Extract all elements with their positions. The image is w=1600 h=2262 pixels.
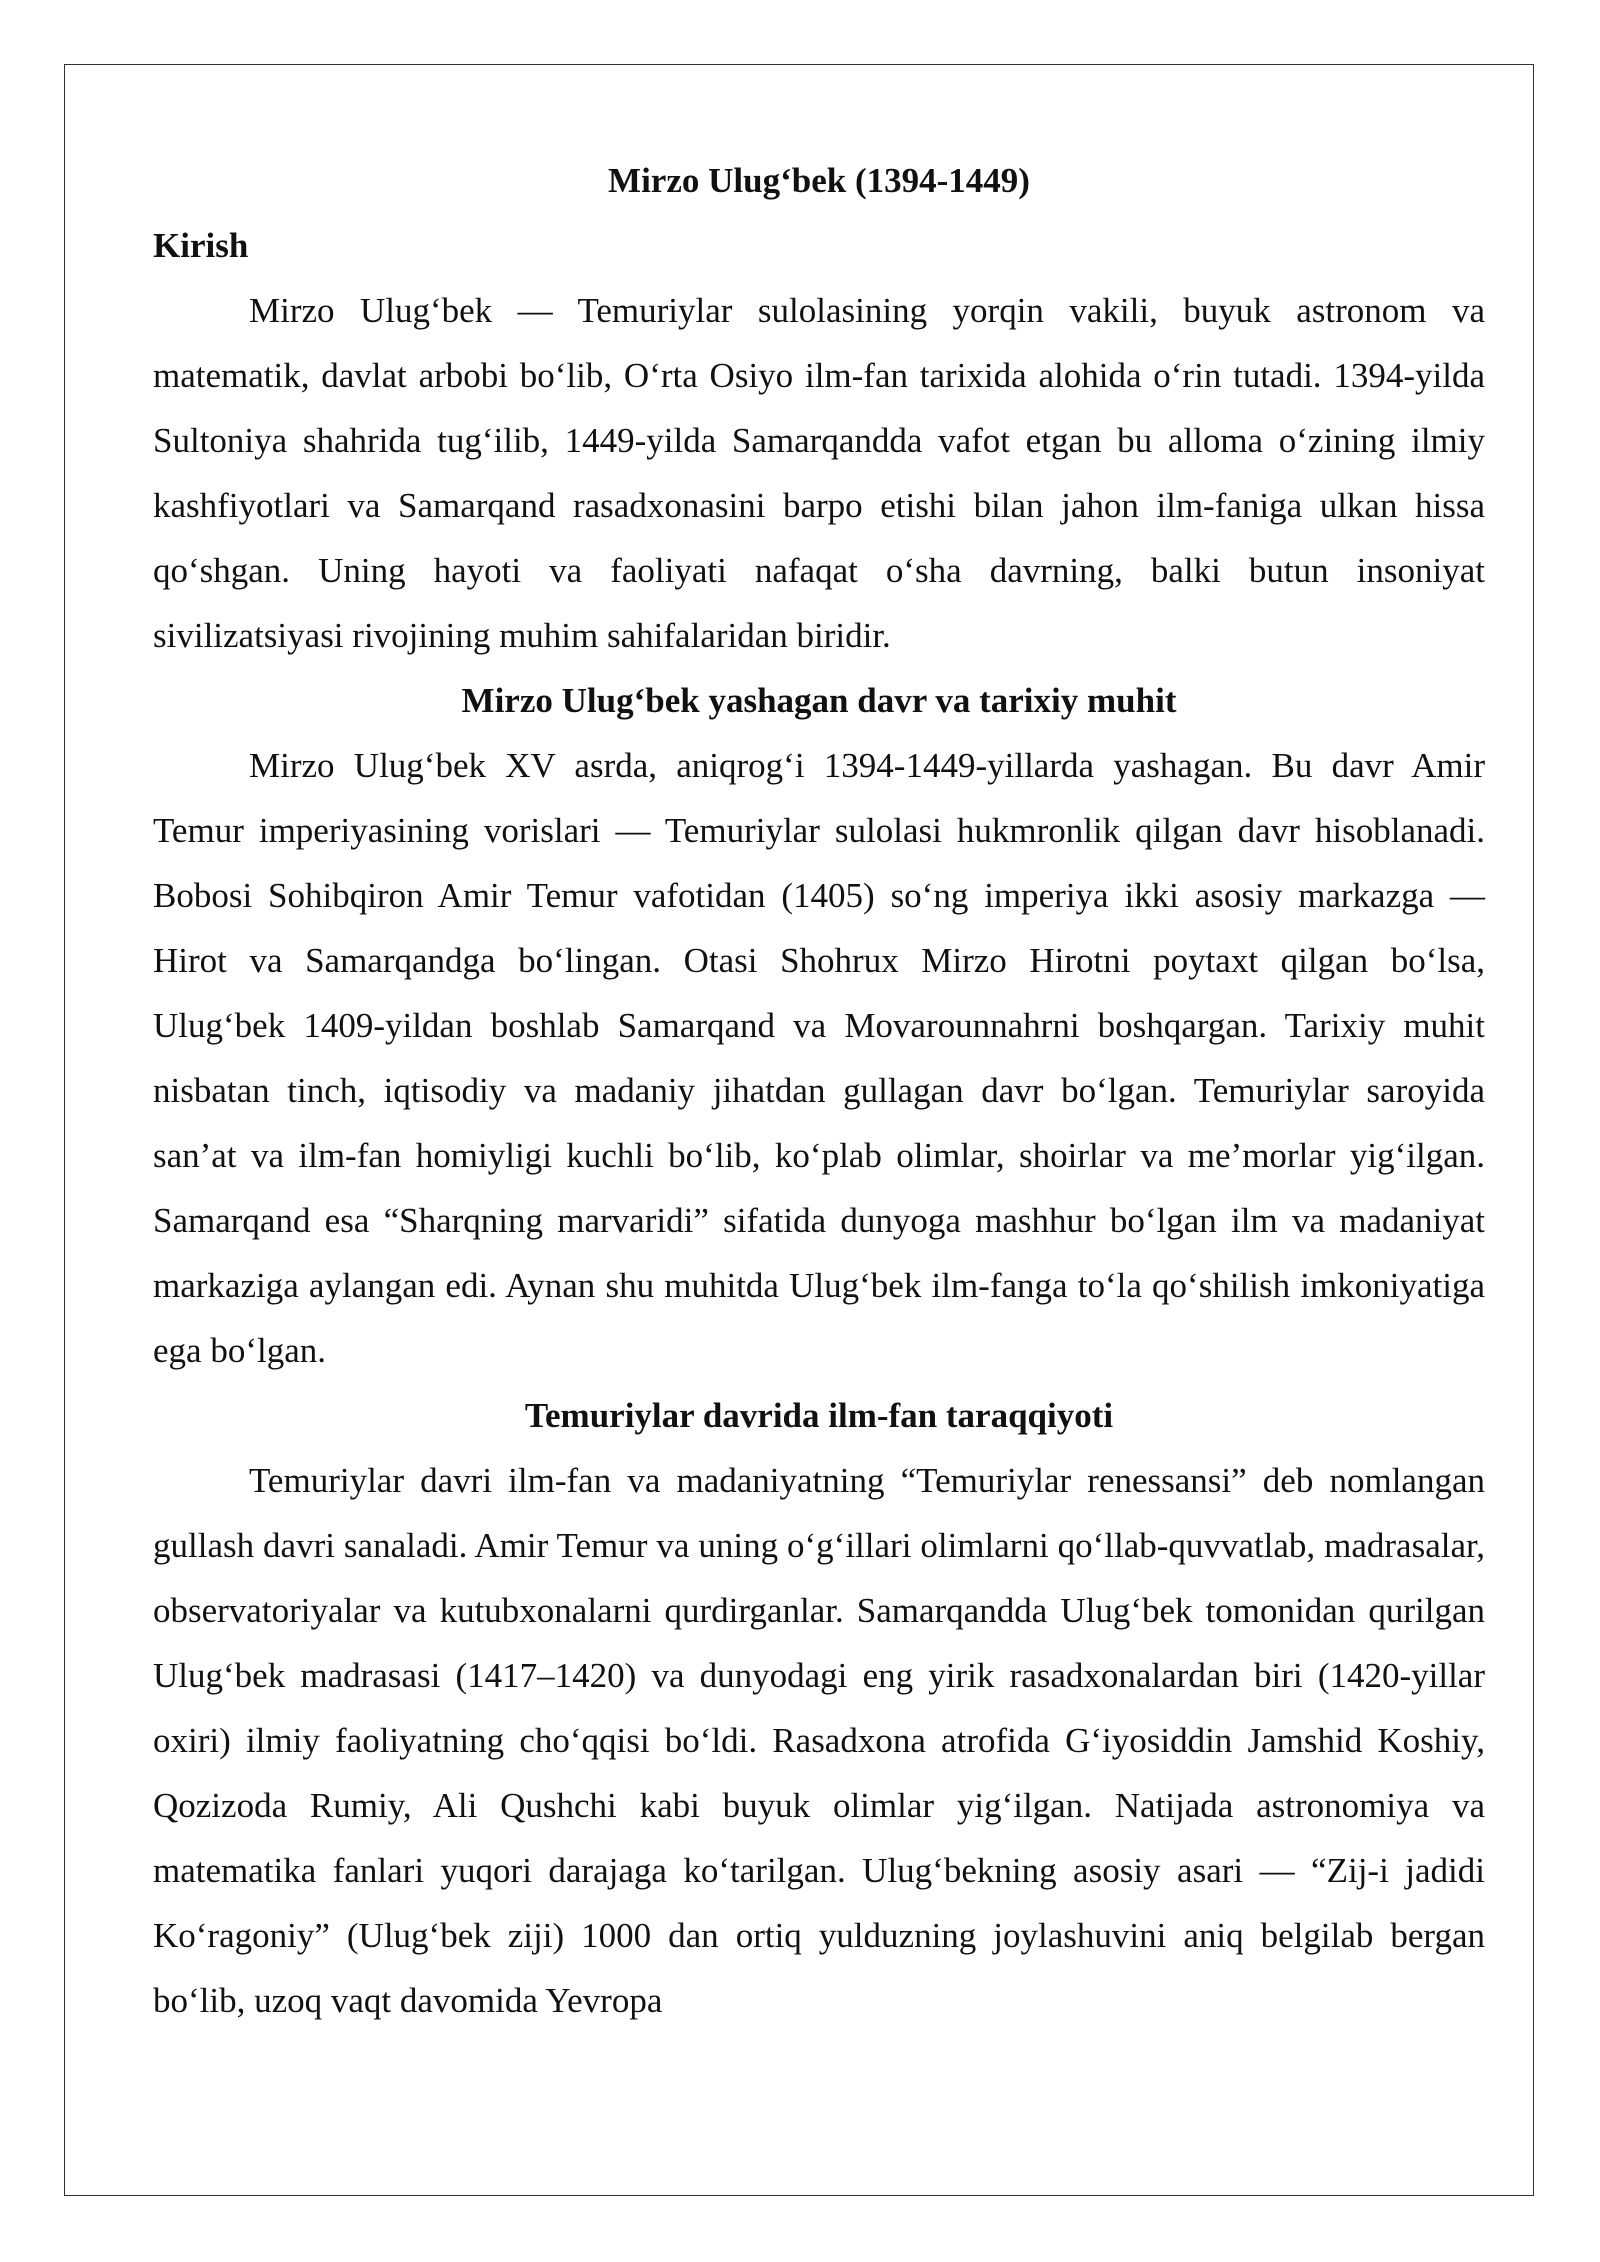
- document-title: Mirzo Ulug‘bek (1394-1449): [608, 161, 1030, 200]
- intro-heading: Kirish: [153, 226, 249, 265]
- section-heading-science: Temuriylar davrida ilm-fan taraqqiyoti: [524, 1396, 1114, 1435]
- section-paragraph-era: Mirzo Ulug‘bek XV asrda, aniqrog‘i 1394-1449-yillarda yashagan. Bu davr Amir Temur imperiyasining vorislari — Temuriylar sulolasi hukmronlik qilgan davr hisoblanadi. Bobosi Sohibqiron Amir Temur vafotidan (1405) so‘ng imperiya ikki asosiy markazga — Hirot va Samarqandga bo‘lingan. Otasi Shohrux Mirzo Hirotni poytaxt qilgan bo‘lsa, Ulug‘bek 1409-yildan boshlab Samarqand va Movarounnahrni boshqargan. Tarixiy muhit nisbatan tinch, iqtisodiy va madaniy jihatdan gullagan davr bo‘lgan. Temuriylar saroyida san’at va ilm-fan homiyligi kuchli bo‘lib, ko‘plab olimlar, shoirlar va me’morlar yig‘ilgan. Samarqand esa “Sharqning marvaridi” sifatida dunyoga mashhur bo‘lgan ilm va madaniyat markaziga aylangan edi. Aynan shu muhitda Ulug‘bek ilm-fanga to‘la qo‘shilish imkoniyatiga ega bo‘lgan.: [153, 746, 1485, 1370]
- section-paragraph-science: Temuriylar davri ilm-fan va madaniyatning “Temuriylar renessansi” deb nomlangan gullash davri sanaladi. Amir Temur va uning o‘g‘illari olimlarni qo‘llab-quvvatlab, madrasalar, observatoriyalar va kutubxonalarni qurdirganlar. Samarqandda Ulug‘bek tomonidan qurilgan Ulug‘bek madrasasi (1417–1420) va dunyodagi eng yirik rasadxonalardan biri (1420-yillar oxiri) ilmiy faoliyatning cho‘qqisi bo‘ldi. Rasadxona atrofida G‘iyosiddin Jamshid Koshiy, Qozizoda Rumiy, Ali Qushchi kabi buyuk olimlar yig‘ilgan. Natijada astronomiya va matematika fanlari yuqori darajaga ko‘tarilgan. Ulug‘bekning asosiy asari — “Zij-i jadidi Ko‘ragoniy” (Ulug‘bek ziji) 1000 dan ortiq yulduzning joylashuvini aniq belgilab bergan bo‘lib, uzoq vaqt davomida Yevropa: [153, 1461, 1485, 2020]
- intro-paragraph: Mirzo Ulug‘bek — Temuriylar sulolasining yorqin vakili, buyuk astronom va matematik, davlat arbobi bo‘lib, O‘rta Osiyo ilm-fan tarixida alohida o‘rin tutadi. 1394-yilda Sultoniya shahrida tug‘ilib, 1449-yilda Samarqandda vafot etgan bu alloma o‘zining ilmiy kashfiyotlari va Samarqand rasadxonasini barpo etishi bilan jahon ilm-faniga ulkan hissa qo‘shgan. Uning hayoti va faoliyati nafaqat o‘sha davrning, balki butun insoniyat sivilizatsiyasi rivojining muhim sahifalaridan biridir.: [153, 291, 1485, 655]
- section-heading-era: Mirzo Ulug‘bek yashagan davr va tarixiy muhit: [461, 681, 1177, 720]
- document-body: [153, 148, 1485, 2033]
